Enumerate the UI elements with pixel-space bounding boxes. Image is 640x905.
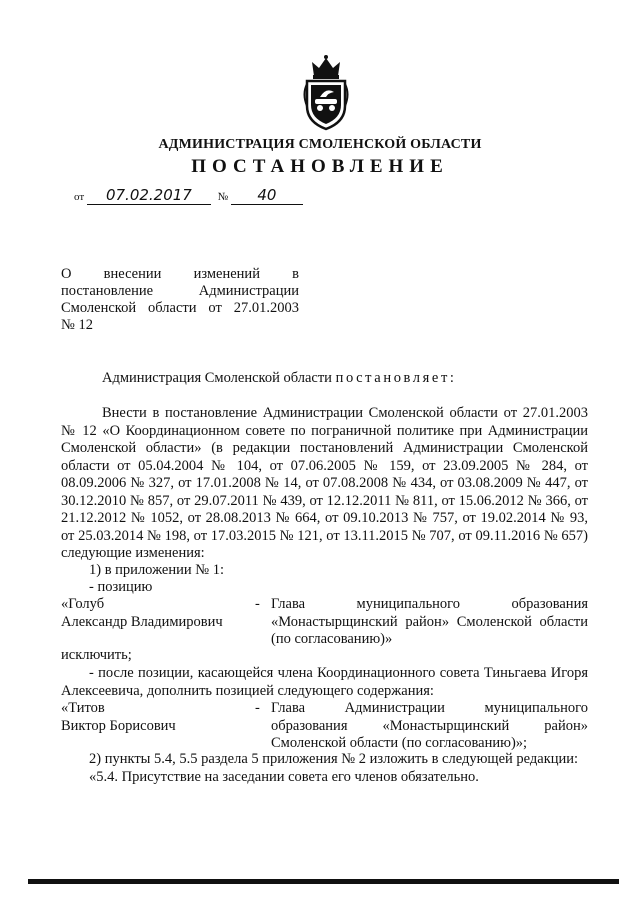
subject-line: постановление Администрации	[61, 283, 299, 299]
paragraph-line: № 12 «О Координационном совете по пограничной политике при Администрации	[61, 422, 588, 439]
number-prefix: №	[217, 191, 229, 203]
item-2: 2) пункты 5.4, 5.5 раздела 5 приложения № 2 изложить в следующей редакции:	[89, 751, 579, 767]
entry-role	[271, 596, 588, 649]
entry-name-line: «Голуб	[61, 596, 105, 612]
intro-line	[102, 370, 457, 387]
subject-line: О внесении изменений в	[61, 266, 299, 282]
paragraph-line: 21.12.2012 № 1052, от 28.08.2013 № 664, от 09.10.2013 № 757, от 19.02.2014 № 93,	[61, 510, 588, 526]
entry-dash: -	[255, 700, 260, 716]
main-paragraph	[61, 405, 588, 563]
paragraph-line: 30.12.2010 № 857, от 29.07.2011 № 439, от 12.12.2011 № 811, от 15.06.2012 № 366, от	[61, 492, 588, 509]
paragraph-line: Алексеевича, дополнить позицией следующего содержания:	[61, 682, 434, 699]
entry-name	[61, 596, 223, 631]
page-bottom-rule	[28, 879, 619, 884]
subject-line: № 12	[61, 317, 93, 333]
intro-text: Администрация Смоленской области	[102, 370, 336, 386]
document-date: 07.02.2017	[87, 186, 211, 205]
entry-role	[271, 700, 588, 753]
paragraph-line: Внести в постановление Администрации Смоленской области от 27.01.2003	[102, 405, 588, 421]
paragraph-line: 08.09.2006 № 327, от 17.01.2008 № 14, от 07.08.2008 № 434, от 03.08.2009 № 447, от	[61, 475, 588, 491]
entry-role-line: образования «Монастырщинский район»	[271, 717, 588, 734]
coat-of-arms-emblem	[298, 54, 354, 132]
intro-decree-word: постановляет:	[335, 370, 457, 386]
entry-role-line: Смоленской области (по согласованию)»;	[271, 735, 528, 751]
after-position-paragraph	[61, 665, 588, 700]
date-number-line	[74, 186, 303, 205]
entry-name-line: «Титов	[61, 700, 105, 716]
paragraph-line: от 25.03.2014 № 198, от 17.03.2015 № 121, от 13.11.2015 № 707, от 09.11.2016 № 657)	[61, 527, 588, 544]
organization-name: АДМИНИСТРАЦИЯ СМОЛЕНСКОЙ ОБЛАСТИ	[158, 137, 482, 152]
document-number: 40	[231, 186, 303, 205]
entry-name-line: Виктор Борисович	[61, 717, 176, 734]
document-subject	[61, 266, 299, 334]
paragraph-line: следующие изменения:	[61, 545, 205, 561]
entry-name-line: Александр Владимирович	[61, 613, 223, 630]
paragraph-line: области от 05.04.2004 № 104, от 07.06.2005 № 159, от 23.09.2005 № 284, от	[61, 457, 588, 474]
date-prefix: от	[74, 191, 85, 203]
entry-role-line: Глава Администрации муниципального	[271, 700, 588, 716]
exclude-text: исключить;	[61, 647, 132, 663]
entry-role-line: Глава муниципального образования	[271, 596, 588, 612]
document-type-title: ПОСТАНОВЛЕНИЕ	[191, 156, 449, 177]
item-1: 1) в приложении № 1:	[89, 562, 224, 578]
entry-role-line: «Монастырщинский район» Смоленской области	[271, 613, 588, 630]
entry-dash: -	[255, 596, 260, 612]
paragraph-line: Смоленской области» (в редакции постановлений Администрации Смоленской	[61, 440, 588, 456]
quoted-clause: «5.4. Присутствие на заседании совета его членов обязательно.	[89, 769, 479, 785]
position-label: - позицию	[89, 579, 153, 595]
entry-name	[61, 700, 176, 735]
entry-role-line: (по согласованию)»	[271, 631, 393, 647]
paragraph-line: - после позиции, касающейся члена Координационного совета Тиньгаева Игоря	[89, 665, 588, 681]
subject-line: Смоленской области от 27.01.2003	[61, 300, 299, 316]
